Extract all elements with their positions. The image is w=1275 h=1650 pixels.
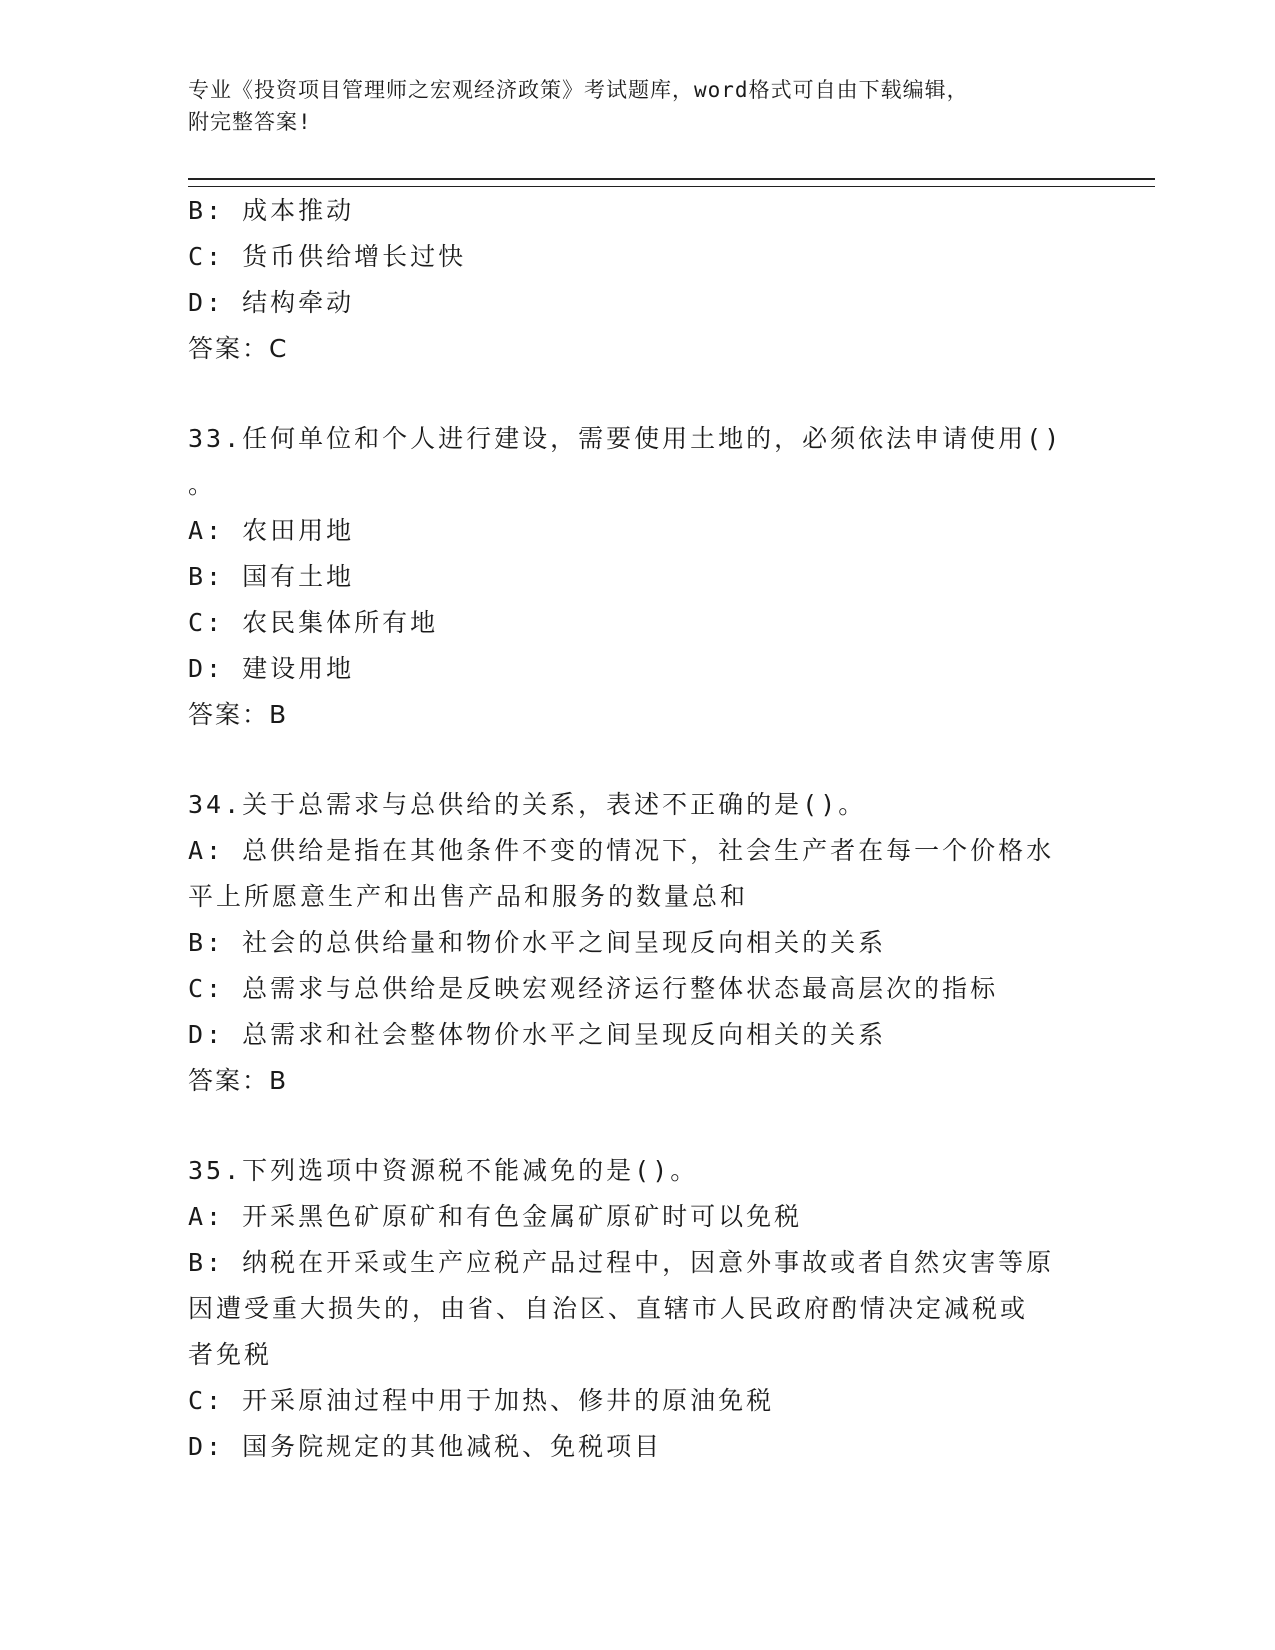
question-35-block	[188, 1148, 1088, 1470]
question-33-block	[188, 416, 1088, 738]
q33-question-continued: 。	[188, 470, 217, 499]
q34-option-a-continued: 平上所愿意生产和出售产品和服务的数量总和	[188, 882, 749, 911]
header-line-1: 专业《投资项目管理师之宏观经济政策》考试题库，word格式可自由下载编辑，	[188, 78, 969, 102]
spacer	[188, 372, 1088, 416]
q33-option-a: A: 农田用地	[188, 516, 355, 545]
q34-option-d: D: 总需求和社会整体物价水平之间呈现反向相关的关系	[188, 1020, 887, 1049]
spacer	[188, 738, 1088, 782]
q34-option-b: B: 社会的总供给量和物价水平之间呈现反向相关的关系	[188, 928, 887, 957]
page-header	[188, 74, 1088, 138]
document-body	[188, 188, 1088, 1470]
q33-question: 33.任何单位和个人进行建设，需要使用土地的，必须依法申请使用()	[188, 424, 1063, 453]
header-line-2: 附完整答案!	[188, 110, 312, 134]
q35-option-b: B: 纳税在开采或生产应税产品过程中，因意外事故或者自然灾害等原	[188, 1248, 1055, 1277]
q35-option-d: D: 国务院规定的其他减税、免税项目	[188, 1432, 663, 1461]
q33-option-b: B: 国有土地	[188, 562, 355, 591]
q34-question: 34.关于总需求与总供给的关系，表述不正确的是()。	[188, 790, 867, 819]
q35-option-c: C: 开采原油过程中用于加热、修井的原油免税	[188, 1386, 775, 1415]
header-divider	[188, 178, 1155, 187]
q33-answer: 答案：B	[188, 700, 289, 729]
q35-option-a: A: 开采黑色矿原矿和有色金属矿原矿时可以免税	[188, 1202, 803, 1231]
q35-question: 35.下列选项中资源税不能减免的是()。	[188, 1156, 699, 1185]
q35-option-b-continued: 因遭受重大损失的，由省、自治区、直辖市人民政府酌情决定减税或	[188, 1294, 1029, 1323]
question-34-block	[188, 782, 1088, 1104]
q32-option-c: C: 货币供给增长过快	[188, 242, 467, 271]
spacer	[188, 1104, 1088, 1148]
q32-option-d: D: 结构牵动	[188, 288, 355, 317]
q35-option-b-continued-2: 者免税	[188, 1340, 273, 1369]
q34-option-c: C: 总需求与总供给是反映宏观经济运行整体状态最高层次的指标	[188, 974, 999, 1003]
q34-answer: 答案：B	[188, 1066, 289, 1095]
question-32-block	[188, 188, 1088, 372]
q33-option-c: C: 农民集体所有地	[188, 608, 439, 637]
q32-answer: 答案：C	[188, 334, 289, 363]
q33-option-d: D: 建设用地	[188, 654, 355, 683]
q34-option-a: A: 总供给是指在其他条件不变的情况下，社会生产者在每一个价格水	[188, 836, 1055, 865]
q32-option-b: B: 成本推动	[188, 196, 355, 225]
